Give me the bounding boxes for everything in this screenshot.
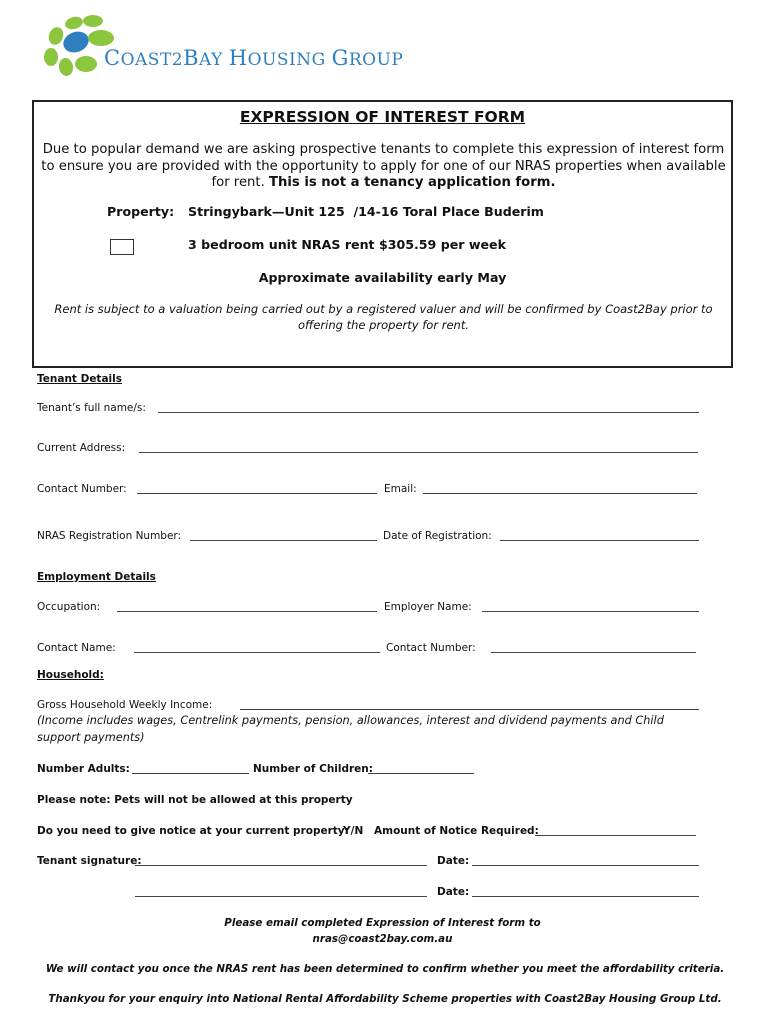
date-label-2: Date: <box>437 886 470 898</box>
full-name-label: Tenant’s full name/s: <box>37 402 146 414</box>
employer-contact-number-label: Contact Number: <box>386 642 476 654</box>
date-field-2[interactable] <box>472 896 699 897</box>
address-label: Current Address: <box>37 442 126 454</box>
adults-field[interactable] <box>132 773 249 774</box>
notice-amount-label: Amount of Notice Required: <box>374 825 539 837</box>
date-reg-label: Date of Registration: <box>383 530 492 542</box>
email-label: Email: <box>384 483 417 495</box>
signature-label: Tenant signature: <box>37 855 142 867</box>
notice-yn[interactable]: Y/N <box>343 825 364 837</box>
employer-contact-number-field[interactable] <box>491 652 696 653</box>
rent-note: Rent is subject to a valuation being carried out by a registered valuer and will be confirmed by Coast2Bay prior to offering the property for rent. <box>54 302 713 332</box>
date-field[interactable] <box>472 865 699 866</box>
availability: Approximate availability early May <box>258 270 507 285</box>
contact-note: We will contact you once the NRAS rent has been determined to confirm whether you meet the affordability criteria. <box>45 963 725 975</box>
tenant-heading: Tenant Details <box>37 373 122 385</box>
contact-number-field[interactable] <box>137 493 377 494</box>
contact-name-label: Contact Name: <box>37 642 116 654</box>
income-label: Gross Household Weekly Income: <box>37 699 213 711</box>
employment-heading: Employment Details <box>37 571 156 583</box>
adults-label: Number Adults: <box>37 763 130 775</box>
income-note: (Income includes wages, Centrelink payments, pension, allowances, interest and dividend payments and Child support payments) <box>37 714 664 744</box>
date-reg-field[interactable] <box>500 540 699 541</box>
property-value: Stringybark—Unit 125 /14-16 Toral Place Buderim <box>188 204 544 219</box>
nras-reg-field[interactable] <box>190 540 377 541</box>
intro-text <box>40 142 727 192</box>
thanks-note: Thankyou for your enquiry into National Rental Affordability Scheme properties with Coast2Bay Housing Group Ltd. <box>48 993 722 1005</box>
email-address[interactable]: nras@coast2bay.com.au <box>312 933 453 945</box>
children-label: Number of Children: <box>253 763 373 775</box>
household-heading: Household: <box>37 669 104 681</box>
nras-reg-label: NRAS Registration Number: <box>37 530 182 542</box>
full-name-field[interactable] <box>158 412 699 413</box>
income-field[interactable] <box>240 709 699 710</box>
notice-label: Do you need to give notice at your current property: <box>37 825 349 837</box>
property-label: Property: <box>107 204 175 219</box>
signature-field-2[interactable] <box>135 896 427 897</box>
employer-label: Employer Name: <box>384 601 472 613</box>
intro-disclaimer: This is not a tenancy application form. <box>268 175 556 191</box>
children-field[interactable] <box>368 773 474 774</box>
pets-note: Please note: Pets will not be allowed at this property <box>37 794 353 806</box>
employer-field[interactable] <box>482 611 699 612</box>
brand-name: COAST2BAY HOUSING GROUP <box>104 46 404 70</box>
property-checkbox[interactable] <box>110 239 134 255</box>
occupation-field[interactable] <box>117 611 377 612</box>
unit-description: 3 bedroom unit NRAS rent $305.59 per week <box>188 237 506 252</box>
occupation-label: Occupation: <box>37 601 101 613</box>
address-field[interactable] <box>139 452 698 453</box>
email-instruction: Please email completed Expression of Interest form to <box>224 917 541 929</box>
contact-name-field[interactable] <box>134 652 380 653</box>
contact-number-label: Contact Number: <box>37 483 127 495</box>
notice-amount-field[interactable] <box>535 835 696 836</box>
signature-field[interactable] <box>135 865 427 866</box>
intro-body: Due to popular demand we are asking prospective tenants to complete this expression of interest form to ensure you are provided with the opportunity to apply for one of our NRAS properties when available for rent. <box>41 142 726 191</box>
date-label: Date: <box>437 855 470 867</box>
email-field[interactable] <box>423 493 697 494</box>
form-title: EXPRESSION OF INTEREST FORM <box>239 108 526 126</box>
